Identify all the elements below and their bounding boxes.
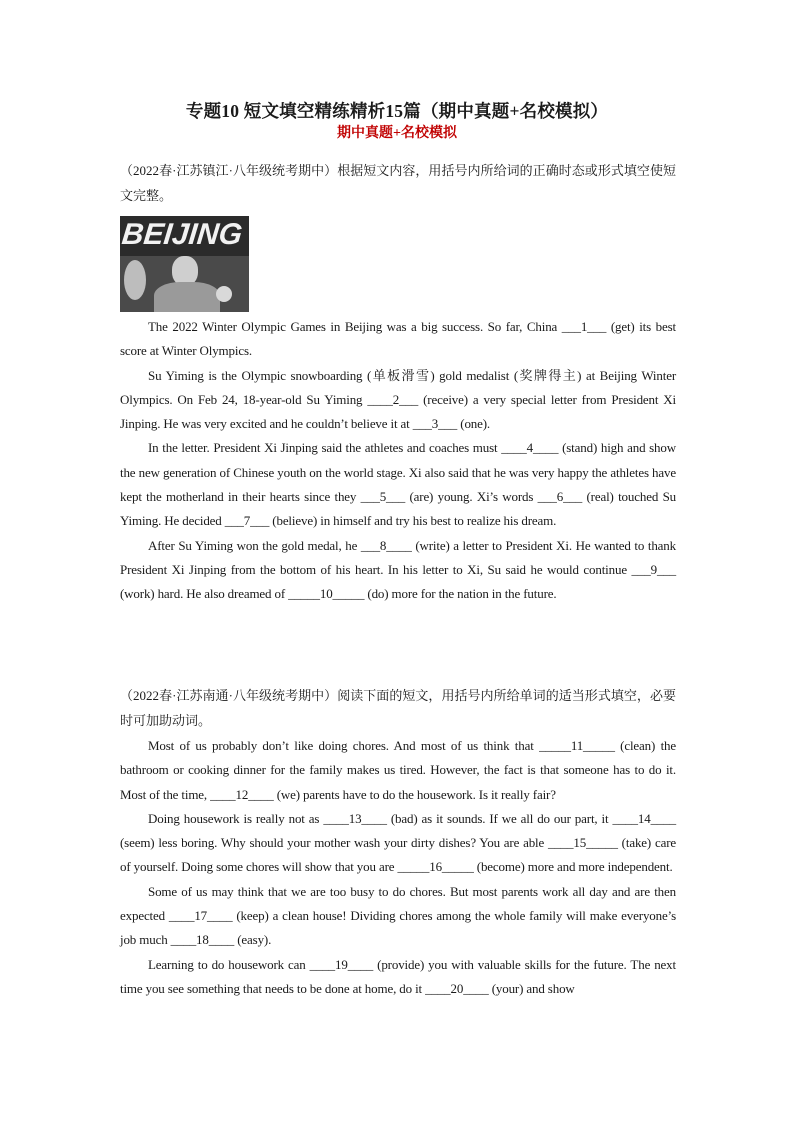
photo-athlete-hand	[216, 286, 232, 302]
passage-2-paragraph: Doing housework is really not as ____13____ (bad) as it sounds. If we all do our part, it ____14____ (seem) less boring. Why should your mother wash your dirty dishes? You are able ____15_____ (take) care of yourself. Doing some chores will show that you are _____16_____ (become) more and more independent.	[120, 810, 676, 875]
passage-2-paragraph: Most of us probably don’t like doing chores. And most of us think that _____11_____ (clean) the bathroom or cooking dinner for the family makes us tired. However, the fact is that someone has to do it. Most of the time, ____12____ (we) parents have to do the housework. Is it really fair?	[120, 738, 676, 802]
photo-beijing-text: BEIJING	[120, 218, 244, 251]
passage-1-paragraph: Su Yiming is the Olympic snowboarding (单板滑雪) gold medalist (奖牌得主) at Beijing Winter Olympics. On Feb 24, 18-year-old Su Yiming ____2___ (receive) a very special letter from President Xi Jinping. He was very excited and he couldn’t believe it at ___3___ (one).	[120, 367, 676, 432]
passage-1-paragraph: The 2022 Winter Olympic Games in Beijing was a big success. So far, China ___1___ (get) its best score at Winter Olympics.	[120, 319, 676, 359]
passage-2-paragraph: Some of us may think that we are too busy to do chores. But most parents work all day and are then expected ____17____ (keep) a clean house! Dividing chores among the whole family will make everyone’s job much ____18____ (easy).	[120, 883, 676, 948]
document-subtitle: 期中真题+名校模拟	[337, 126, 457, 141]
photo-mascot	[124, 260, 146, 300]
photo-athlete-body	[154, 282, 220, 312]
passage-1	[120, 315, 676, 607]
question-2-instruction: （2022春·江苏南通·八年级统考期中）阅读下面的短文，用括号内所给单词的适当形式填空，必要时可加助动词。	[120, 688, 676, 728]
passage-1-paragraph: After Su Yiming won the gold medal, he ___8____ (write) a letter to President Xi. He wanted to thank President Xi Jinping from the bottom of his heart. In his letter to Xi, Su said he would continue ___9___ (work) hard. He also dreamed of _____10_____ (do) more for the nation in the future.	[120, 537, 676, 602]
beijing-olympics-photo	[120, 216, 249, 312]
document-title: 专题10 短文填空精练精析15篇（期中真题+名校模拟）	[185, 101, 609, 121]
question-1-instruction: （2022春·江苏镇江·八年级统考期中）根据短文内容，用括号内所给词的正确时态或形式填空使短文完整。	[120, 163, 676, 203]
passage-2-paragraph: Learning to do housework can ____19____ (provide) you with valuable skills for the future. The next time you see something that needs to be done at home, do it ____20____ (your) and show	[120, 956, 676, 996]
passage-2	[120, 734, 676, 1001]
passage-1-paragraph: In the letter. President Xi Jinping said the athletes and coaches must ____4____ (stand) high and show the new generation of Chinese youth on the world stage. Xi also said that he was very happy the athletes have kept the motherland in their hearts since they ___5___ (are) young. Xi’s words ___6___ (real) touched Su Yiming. He decided ___7___ (believe) in himself and try his best to realize his dream.	[120, 440, 676, 529]
